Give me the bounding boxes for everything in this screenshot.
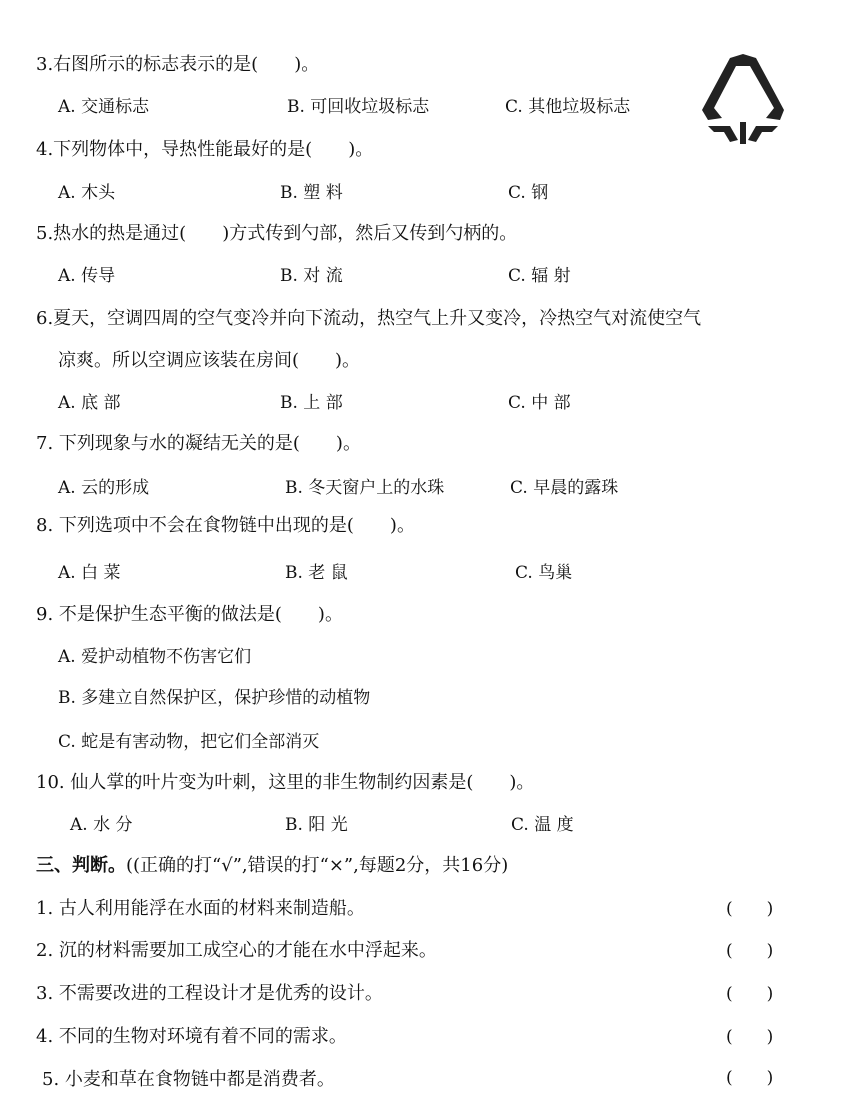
q10-option-a: A. 水 分 <box>70 815 133 835</box>
q6-option-b: B. 上 部 <box>280 393 343 413</box>
q3-option-c: C. 其他垃圾标志 <box>505 97 631 117</box>
q8-option-b: B. 老 鼠 <box>285 563 348 583</box>
q9-option-c: C. 蛇是有害动物，把它们全部消灭 <box>58 732 320 752</box>
q3-option-a: A. 交通标志 <box>58 97 150 117</box>
q10-option-b: B. 阳 光 <box>285 815 348 835</box>
q6-text-line1: 6.夏天，空调四周的空气变冷并向下流动，热空气上升又变冷，冷热空气对流使空气 <box>36 308 702 329</box>
q6-text-line2: 凉爽。所以空调应该装在房间( )。 <box>58 350 361 371</box>
judge-item-5: 5. 小麦和草在食物链中都是消费者。 <box>42 1069 335 1090</box>
q4-option-b: B. 塑 料 <box>280 183 343 203</box>
q10-text: 10. 仙人掌的叶片变为叶刺，这里的非生物制约因素是( )。 <box>36 772 535 793</box>
q10-option-c: C. 温 度 <box>511 815 574 835</box>
recycle-icon <box>700 52 786 144</box>
section3-instruction: ((正确的打“√”,错误的打“×”,每题2分，共16分) <box>126 855 509 876</box>
judge-item-2: 2. 沉的材料需要加工成空心的才能在水中浮起来。 <box>36 940 437 961</box>
q5-option-c: C. 辐 射 <box>508 266 571 286</box>
q7-option-a: A. 云的形成 <box>58 478 150 498</box>
judge-answer-3: ( ) <box>726 984 774 1004</box>
q7-text: 7. 下列现象与水的凝结无关的是( )。 <box>36 433 361 454</box>
judge-answer-4: ( ) <box>726 1027 774 1047</box>
q5-option-b: B. 对 流 <box>280 266 343 286</box>
judge-answer-1: ( ) <box>726 899 774 919</box>
q8-option-a: A. 白 菜 <box>58 563 121 583</box>
q6-option-a: A. 底 部 <box>58 393 121 413</box>
section3-title <box>36 855 508 877</box>
q8-option-c: C. 鸟巢 <box>515 563 573 583</box>
q7-option-b: B. 冬天窗户上的水珠 <box>285 478 445 498</box>
q3-text: 3.右图所示的标志表示的是( )。 <box>36 54 320 75</box>
judge-item-1: 1. 古人利用能浮在水面的材料来制造船。 <box>36 898 365 919</box>
q8-text: 8. 下列选项中不会在食物链中出现的是( )。 <box>36 515 415 536</box>
judge-answer-2: ( ) <box>726 941 774 961</box>
section3-heading: 三、判断。 <box>36 855 126 876</box>
q9-option-b: B. 多建立自然保护区，保护珍惜的动植物 <box>58 688 371 708</box>
q4-option-a: A. 木头 <box>58 183 116 203</box>
judge-item-3: 3. 不需要改进的工程设计才是优秀的设计。 <box>36 983 383 1004</box>
q3-option-b: B. 可回收垃圾标志 <box>287 97 430 117</box>
q5-text: 5.热水的热是通过( )方式传到勺部，然后又传到勺柄的。 <box>36 223 518 244</box>
q4-option-c: C. 钢 <box>508 183 549 203</box>
q5-option-a: A. 传导 <box>58 266 116 286</box>
q9-text: 9. 不是保护生态平衡的做法是( )。 <box>36 604 343 625</box>
judge-item-4: 4. 不同的生物对环境有着不同的需求。 <box>36 1026 347 1047</box>
q6-option-c: C. 中 部 <box>508 393 571 413</box>
q7-option-c: C. 早晨的露珠 <box>510 478 619 498</box>
judge-answer-5: ( ) <box>726 1068 774 1088</box>
q9-option-a: A. 爱护动植物不伤害它们 <box>58 647 252 667</box>
q4-text: 4.下列物体中，导热性能最好的是( )。 <box>36 139 374 160</box>
